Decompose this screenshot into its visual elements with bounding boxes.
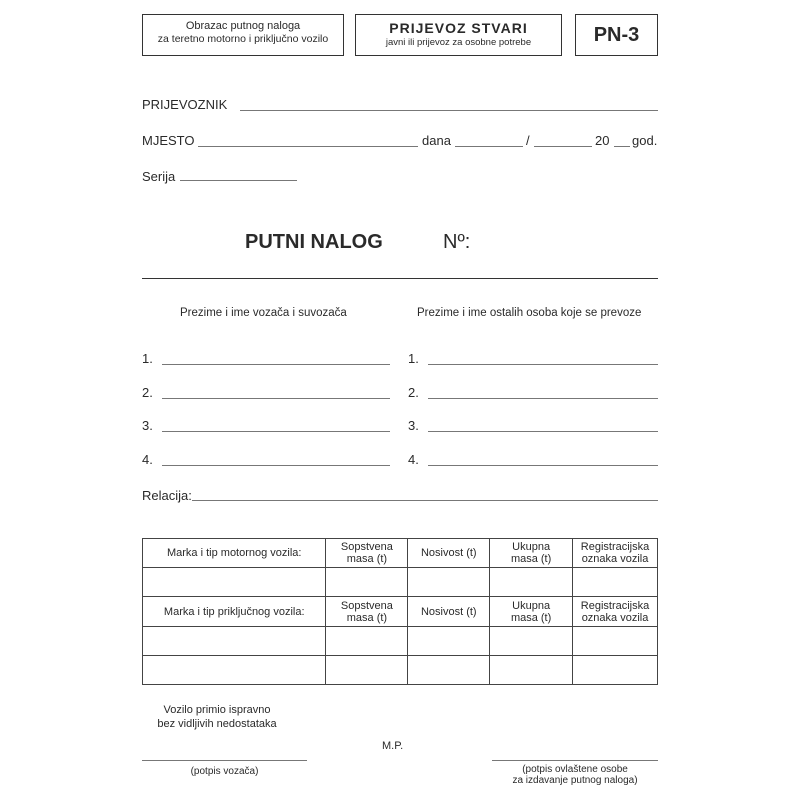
day-line[interactable] xyxy=(455,146,523,147)
authorized-signature-caption xyxy=(492,764,658,786)
motor-capacity-cell[interactable] xyxy=(408,568,490,597)
passenger-number-4: 4. xyxy=(408,452,419,467)
trailer-registration-line2: oznaka vozila xyxy=(581,611,649,624)
others-header: Prezime i ime ostalih osoba koje se prevoze xyxy=(417,307,642,319)
carrier-line[interactable] xyxy=(240,110,658,111)
driver-line-3[interactable] xyxy=(162,431,390,432)
passenger-number-1: 1. xyxy=(408,351,419,366)
form-code: PN-3 xyxy=(593,24,640,46)
motor-total-mass-line1: Ukupna xyxy=(512,541,551,553)
motor-vehicle-label: Marka i tip motornog vozila: xyxy=(143,539,326,568)
year-suffix: god. xyxy=(632,133,658,148)
trailer-entry-row-1 xyxy=(143,627,658,656)
passenger-line-2[interactable] xyxy=(428,398,658,399)
route-line[interactable] xyxy=(192,500,658,501)
motor-registration-header xyxy=(573,539,658,568)
trailer-header-row xyxy=(143,597,658,627)
trailer-total-mass-line2: masa (t) xyxy=(510,611,552,624)
motor-total-mass-cell[interactable] xyxy=(490,568,573,597)
motor-own-mass-cell[interactable] xyxy=(326,568,408,597)
trailer-registration-cell-2[interactable] xyxy=(573,656,658,685)
motor-total-mass-line2: masa (t) xyxy=(510,553,552,565)
motor-own-mass-line2: masa (t) xyxy=(346,553,388,565)
driver-line-2[interactable] xyxy=(162,398,390,399)
driver-line-4[interactable] xyxy=(162,465,390,466)
form-code-box xyxy=(575,14,658,56)
passenger-line-1[interactable] xyxy=(428,364,658,365)
authorized-signature-line[interactable] xyxy=(492,760,658,761)
driver-line-1[interactable] xyxy=(162,364,390,365)
trailer-capacity-cell-1[interactable] xyxy=(408,627,490,656)
driver-number-2: 2. xyxy=(142,385,153,400)
trailer-total-mass-cell-2[interactable] xyxy=(490,656,573,685)
transport-type-box xyxy=(355,14,562,56)
motor-registration-line1: Registracijska xyxy=(580,541,650,553)
transport-type-title: PRIJEVOZ STVARI xyxy=(389,20,528,36)
date-separator: / xyxy=(526,133,530,148)
document-title: PUTNI NALOG xyxy=(245,231,383,253)
motor-own-mass-header xyxy=(326,539,408,568)
driver-signature-line[interactable] xyxy=(142,760,307,761)
trailer-own-mass-cell-1[interactable] xyxy=(326,627,408,656)
motor-vehicle-header-row xyxy=(143,539,658,568)
passenger-line-4[interactable] xyxy=(428,465,658,466)
place-line[interactable] xyxy=(198,146,418,147)
form-description-line2: za teretno motorno i priključno vozilo xyxy=(157,33,329,45)
motor-vehicle-cell[interactable] xyxy=(143,568,326,597)
month-line[interactable] xyxy=(534,146,592,147)
trailer-registration-cell-1[interactable] xyxy=(573,627,658,656)
trailer-total-mass-cell-1[interactable] xyxy=(490,627,573,656)
motor-registration-line2: oznaka vozila xyxy=(581,553,649,565)
trailer-vehicle-label: Marka i tip priključnog vozila: xyxy=(143,597,326,627)
trailer-total-mass-header xyxy=(490,597,573,627)
trailer-registration-line1: Registracijska xyxy=(580,599,650,612)
received-line2: bez vidljivih nedostataka xyxy=(157,718,277,730)
trailer-capacity-header: Nosivost (t) xyxy=(408,597,490,627)
motor-own-mass-line1: Sopstvena xyxy=(340,541,393,553)
received-line1: Vozilo primio ispravno xyxy=(163,704,271,716)
trailer-own-mass-cell-2[interactable] xyxy=(326,656,408,685)
motor-registration-cell[interactable] xyxy=(573,568,658,597)
form-description-line1: Obrazac putnog naloga xyxy=(185,20,301,32)
drivers-header: Prezime i ime vozača i suvozača xyxy=(180,307,347,319)
authorized-caption-line2: za izdavanje putnog naloga) xyxy=(512,775,638,786)
motor-vehicle-entry-row xyxy=(143,568,658,597)
driver-number-1: 1. xyxy=(142,351,153,366)
trailer-entry-row-2 xyxy=(143,656,658,685)
vehicle-table xyxy=(142,538,658,685)
trailer-own-mass-header xyxy=(326,597,408,627)
date-label: dana xyxy=(422,133,451,148)
title-separator xyxy=(142,278,658,279)
trailer-registration-header xyxy=(573,597,658,627)
year-prefix: 20 xyxy=(595,133,610,148)
trailer-vehicle-cell-2[interactable] xyxy=(143,656,326,685)
stamp-placeholder: M.P. xyxy=(382,740,404,752)
trailer-own-mass-line1: Sopstvena xyxy=(340,599,393,612)
trailer-capacity-cell-2[interactable] xyxy=(408,656,490,685)
place-label: MJESTO xyxy=(142,133,195,148)
document-number-label: Nº: xyxy=(443,231,471,253)
driver-number-3: 3. xyxy=(142,418,153,433)
passenger-number-3: 3. xyxy=(408,418,419,433)
carrier-label: PRIJEVOZNIK xyxy=(142,97,228,112)
trailer-own-mass-line2: masa (t) xyxy=(346,611,388,624)
motor-capacity-header: Nosivost (t) xyxy=(408,539,490,568)
motor-total-mass-header xyxy=(490,539,573,568)
received-statement xyxy=(142,703,292,731)
year-line[interactable] xyxy=(614,146,630,147)
passenger-number-2: 2. xyxy=(408,385,419,400)
passenger-line-3[interactable] xyxy=(428,431,658,432)
route-label: Relacija: xyxy=(142,488,192,503)
series-line[interactable] xyxy=(180,180,297,181)
trailer-total-mass-line1: Ukupna xyxy=(512,599,551,612)
series-label: Serija xyxy=(142,169,176,184)
trailer-vehicle-cell-1[interactable] xyxy=(143,627,326,656)
driver-signature-caption: (potpis vozača) xyxy=(190,766,259,777)
transport-type-subtitle: javni ili prijevoz za osobne potrebe xyxy=(385,37,532,48)
form-description-box xyxy=(142,14,344,56)
driver-number-4: 4. xyxy=(142,452,153,467)
authorized-caption-line1: (potpis ovlaštene osobe xyxy=(522,764,628,775)
